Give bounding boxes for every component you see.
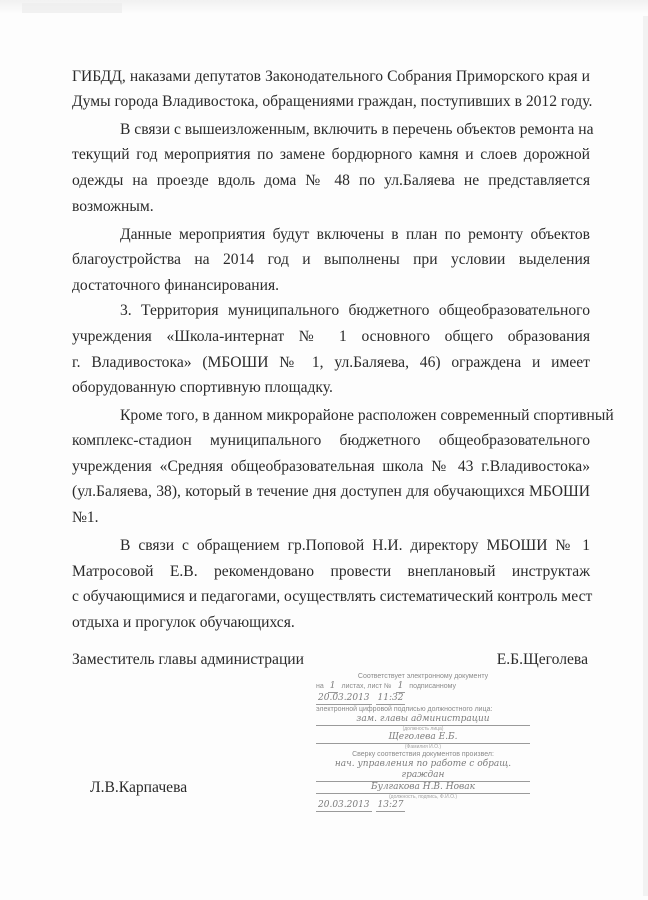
signature-block (72, 650, 590, 670)
stamp-row (316, 800, 530, 812)
body-line: достаточного финансирования. (72, 277, 280, 294)
signatory-title: Заместитель главы администрации (72, 651, 305, 668)
body-line: Думы города Владивостока, обращениями граждан, поступивших в 2012 году. (72, 93, 593, 110)
stamp-hw-person: Щеголева Е.Б. (316, 732, 530, 744)
stamp-date-1: 20.03.2013 (318, 693, 370, 703)
body-line: ГИБДД, наказами депутатов Законодательного Собрания Приморского края и (72, 68, 590, 85)
stamp-line-2-mid: листах, лист № (341, 683, 392, 690)
body-line: отдыха и прогулок обучающихся. (72, 614, 295, 631)
stamp-hw-position: зам. главы администрации (316, 714, 530, 726)
stamp-line-4: Сверку соответствия документов произвел: (352, 751, 494, 758)
body-line: возможным. (72, 198, 154, 215)
stamp-row (316, 705, 530, 714)
stamp-hw-sheets: 1 (329, 681, 336, 691)
stamp-line-1: Соответствует электронному документу (357, 673, 489, 680)
body-line: Данные мероприятия будут включены в план по ремонту объектов (120, 226, 590, 243)
body-line: В связи с вышеизложенным, включить в перечень объектов ремонта на (120, 121, 594, 138)
body-line: В связи с обращением гр.Поповой Н.И. директору МБОШИ № 1 (120, 537, 590, 554)
stamp-caption-position: (должность лица) (402, 726, 444, 732)
body-line: г. Владивостока» (МБОШИ № 1, ул.Баляева, 46) ограждена и имеет (72, 354, 590, 371)
body-line: текущий год мероприятия по замене бордюрного камня и слоев дорожной (72, 146, 590, 163)
body-line: Матросовой Е.В. рекомендовано провести внеплановый инструктаж (72, 563, 590, 580)
body-line: учреждения «Школа-интернат № 1 основного общего образования (72, 328, 590, 345)
stamp-line-2-prefix: на (316, 683, 324, 690)
scan-right-edge (643, 16, 648, 896)
stamp-line-2-suffix: подписанному (409, 683, 457, 690)
executor-name: Л.В.Карпачева (90, 779, 188, 796)
stamp-row (316, 750, 530, 759)
body-line: Кроме того, в данном микрорайоне расположен современный спортивный (120, 407, 614, 424)
body-line: комплекс-стадион муниципального бюджетного общеобразовательного (72, 432, 590, 449)
signatory-name: Е.Б.Щеголева (496, 651, 588, 668)
verification-stamp (316, 672, 530, 812)
stamp-row (316, 672, 530, 681)
stamp-row (316, 693, 530, 705)
body-line: 3. Территория муниципального бюджетного общеобразовательного (120, 302, 590, 319)
stamp-time-1: 11:32 (377, 693, 404, 703)
body-line: оборудованную спортивную площадку. (72, 379, 333, 396)
scan-artifact (22, 3, 122, 13)
body-line: с обучающимися и педагогами, осуществлять систематический контроль мест (72, 588, 593, 605)
stamp-caption-person: (Фамилия И.О.) (404, 744, 442, 750)
stamp-hw-checker: Булгакова Н.В. Новак (316, 782, 530, 794)
stamp-row (316, 681, 530, 693)
body-line: благоустройства на 2014 год и выполнены при условии выделения (72, 251, 590, 268)
stamp-date-2: 20.03.2013 (318, 800, 370, 810)
stamp-hw-checker-post: нач. управления по работе с обращ. граждан (316, 759, 530, 782)
stamp-line-3: электронной цифровой подписью должностного лица: (316, 706, 493, 713)
stamp-time-2: 13:27 (377, 800, 404, 810)
stamp-hw-sheet-no: 1 (397, 681, 404, 691)
body-line: (ул.Баляева, 38), который в течение дня доступен для обучающихся МБОШИ (72, 483, 590, 500)
body-line: учреждения «Средняя общеобразовательная школа № 43 г.Владивостока» (72, 458, 590, 475)
body-line: одежды на проезде вдоль дома № 48 по ул.Баляева не представляется (72, 172, 590, 189)
stamp-caption-checker: (должность, подпись, Ф.И.О.) (388, 794, 458, 800)
body-line: №1. (72, 509, 99, 526)
